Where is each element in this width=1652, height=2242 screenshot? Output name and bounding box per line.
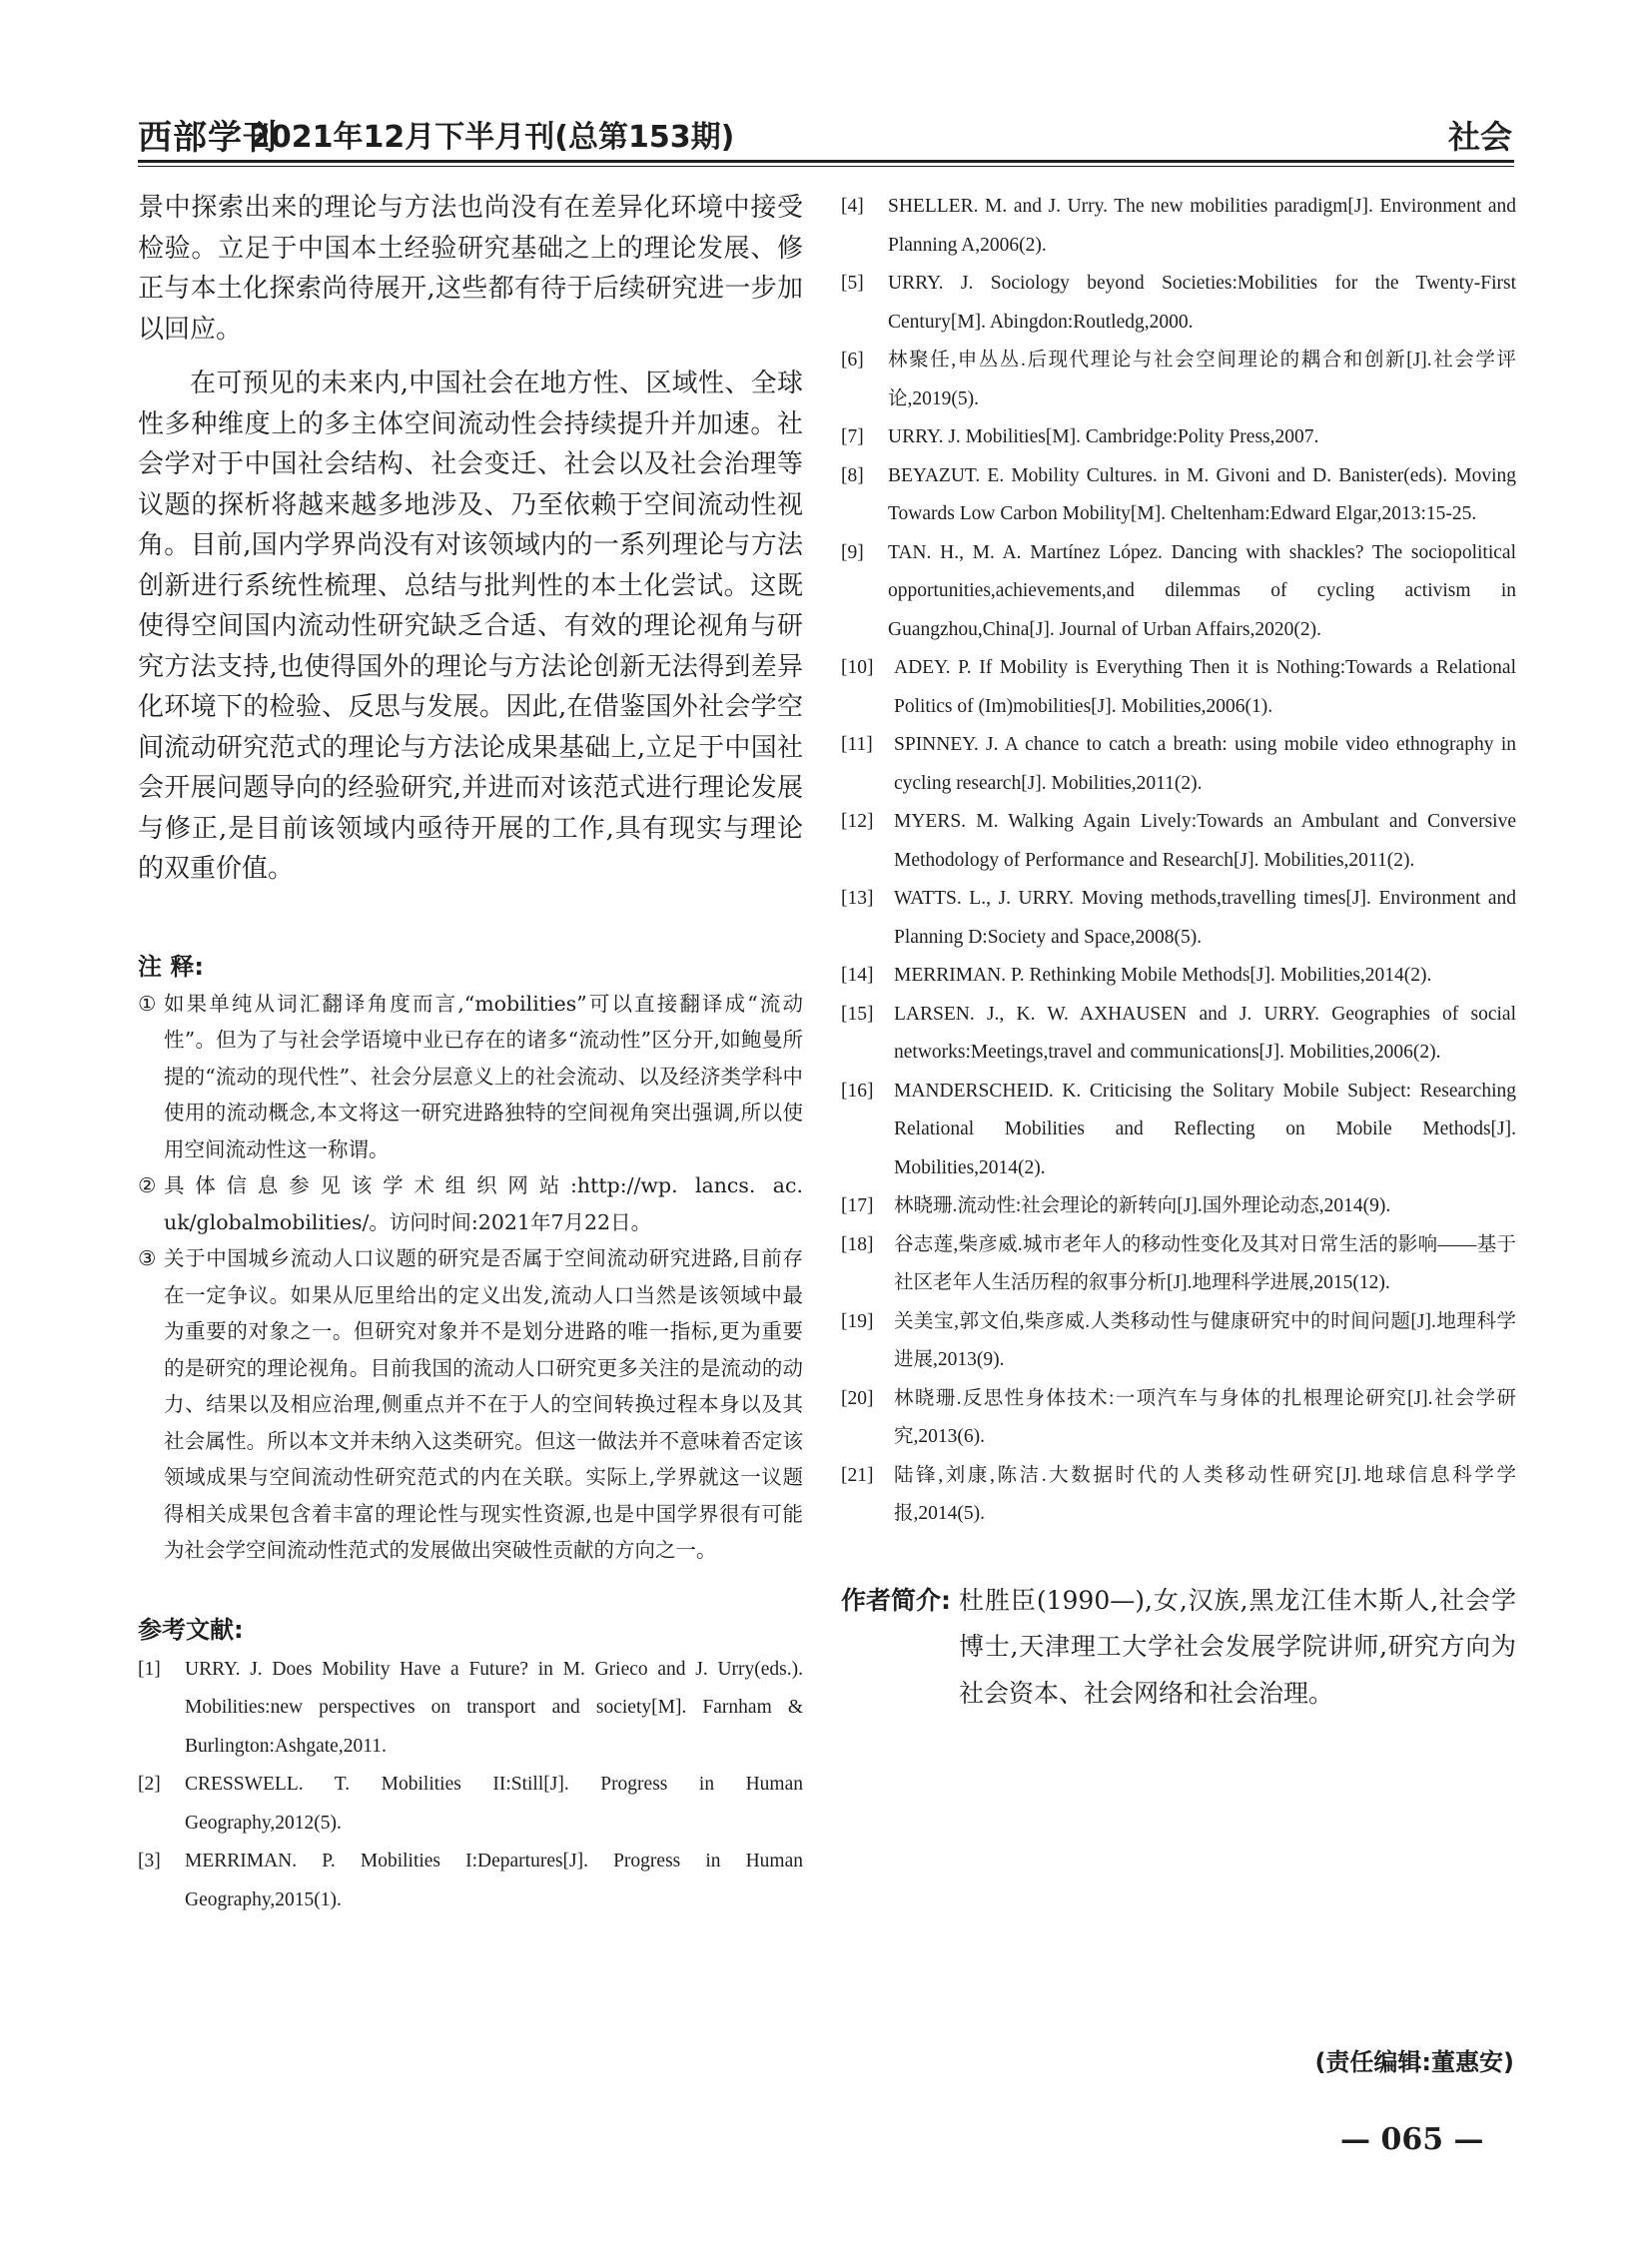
reference-text: URRY. J. Mobilities[M]. Cambridge:Polity Press,2007. (888, 426, 1319, 447)
left-column (138, 188, 803, 1919)
reference-text: MYERS. M. Walking Again Lively:Towards an Ambulant and Conversive Methodology of Performance and Research[J]. Mobilities,2011(2). (894, 811, 1516, 871)
reference-item (841, 803, 1516, 880)
reference-text: 陆锋,刘康,陈洁.大数据时代的人类移动性研究[J].地球信息科学学报,2014(5). (894, 1464, 1516, 1524)
notes-list (138, 986, 803, 1569)
reference-text: LARSEN. J., K. W. AXHAUSEN and J. URRY. Geographies of social networks:Meetings,travel and communications[J]. Mobilities,2006(2). (894, 1003, 1516, 1063)
reference-number: [2] (138, 1774, 161, 1795)
reference-text: 林晓珊.流动性:社会理论的新转向[J].国外理论动态,2014(9). (894, 1195, 1391, 1216)
references-list-right (841, 188, 1516, 1534)
reference-number: [20] (841, 1387, 874, 1409)
reference-number: [21] (841, 1464, 874, 1486)
responsible-editor: (责任编辑:董惠安) (1314, 2048, 1514, 2076)
reference-text: CRESSWELL. T. Mobilities II:Still[J]. Progress in Human Geography,2012(5). (185, 1774, 803, 1834)
reference-item (841, 996, 1516, 1073)
reference-text: SPINNEY. J. A chance to catch a breath: using mobile video ethnography in cycling research[J]. Mobilities,2011(2). (894, 734, 1516, 794)
section-name: 社会 (1447, 118, 1512, 156)
page-number: — 065 — (1340, 2122, 1484, 2157)
note-text: 如果单纯从词汇翻译角度而言,“mobilities”可以直接翻译成“流动性”。但为了与社会学语境中业已存在的诸多“流动性”区分开,如鲍曼所提的“流动的现代性”、社会分层意义上的社会流动、以及经济类学科中使用的流动概念,本文将这一研究进路独特的空间视角突出强调,所以使用空间流动性这一称谓。 (164, 991, 803, 1161)
reference-text: ADEY. P. If Mobility is Everything Then it is Nothing:Towards a Relational Politics of (Im)mobilities[J]. Mobilities,2006(1). (894, 657, 1516, 717)
reference-item (841, 457, 1516, 534)
reference-number: [13] (841, 888, 874, 909)
right-column (841, 188, 1516, 1717)
reference-item (841, 1380, 1516, 1457)
notes-heading: 注 释: (138, 952, 204, 981)
journal-logo: 西部学刊 (138, 118, 278, 158)
reference-number: [9] (841, 541, 864, 563)
reference-number: [14] (841, 965, 874, 986)
reference-number: [11] (841, 734, 873, 755)
reference-item (841, 265, 1516, 342)
reference-item (841, 1457, 1516, 1534)
reference-text: 关美宝,郭文伯,柴彦威.人类移动性与健康研究中的时间问题[J].地理科学进展,2013(9). (894, 1310, 1516, 1370)
note-item (138, 1240, 803, 1569)
reference-text: SHELLER. M. and J. Urry. The new mobilities paradigm[J]. Environment and Planning A,2006(2). (888, 196, 1516, 256)
references-heading: 参考文献: (138, 1615, 244, 1644)
reference-item (841, 726, 1516, 803)
reference-item (841, 1226, 1516, 1303)
reference-item (841, 534, 1516, 650)
reference-text: URRY. J. Sociology beyond Societies:Mobilities for the Twenty-First Century[M]. Abingdon:Routledg,2000. (888, 273, 1516, 333)
reference-item (841, 188, 1516, 265)
reference-text: 林聚任,申丛丛.后现代理论与社会空间理论的耦合和创新[J].社会学评论,2019(5). (888, 350, 1516, 409)
reference-text: 林晓珊.反思性身体技术:一项汽车与身体的扎根理论研究[J].社会学研究,2013(6). (894, 1387, 1516, 1447)
reference-number: [5] (841, 273, 864, 294)
note-mark: ② (138, 1173, 157, 1197)
page-header (138, 108, 1514, 160)
note-item (138, 986, 803, 1168)
reference-text: 谷志莲,柴彦威.城市老年人的移动性变化及其对日常生活的影响——基于社区老年人生活历程的叙事分析[J].地理科学进展,2015(12). (894, 1233, 1516, 1293)
issue-info: 2021年12月下半月刊(总第153期) (250, 120, 735, 155)
reference-number: [12] (841, 811, 874, 832)
reference-item (841, 1073, 1516, 1188)
body-paragraph: 在可预见的未来内,中国社会在地方性、区域性、全球性多种维度上的多主体空间流动性会持续提升并加速。社会学对于中国社会结构、社会变迁、社会以及社会治理等议题的探析将越来越多地涉及、乃至依赖于空间流动性视角。目前,国内学界尚没有对该领域内的一系列理论与方法创新进行系统性梳理、总结与批判性的本土化尝试。这既使得空间国内流动性研究缺乏合适、有效的理论视角与研究方法支持,也使得国外的理论与方法论创新无法得到差异化环境下的检验、反思与发展。因此,在借鉴国外社会学空间流动研究范式的理论与方法论成果基础上,立足于中国社会开展问题导向的经验研究,并进而对该范式进行理论发展与修正,是目前该领域内亟待开展的工作,具有现实与理论的双重价值。 (138, 369, 803, 884)
reference-item (841, 957, 1516, 996)
reference-number: [8] (841, 464, 864, 486)
reference-number: [1] (138, 1658, 161, 1680)
reference-number: [6] (841, 350, 864, 371)
header-rule (138, 160, 1514, 163)
reference-item (841, 1187, 1516, 1226)
reference-text: BEYAZUT. E. Mobility Cultures. in M. Givoni and D. Banister(eds). Moving Towards Low Carbon Mobility[M]. Cheltenham:Edward Elgar,2013:15-25. (888, 464, 1516, 524)
reference-text: URRY. J. Does Mobility Have a Future? in M. Grieco and J. Urry(eds.). Mobilities:new perspectives on transport and society[M]. Farnham & Burlington:Ashgate,2011. (185, 1658, 803, 1757)
reference-item (841, 342, 1516, 418)
reference-item (841, 880, 1516, 957)
note-text: 具体信息参见该学术组织网站:http://wp. lancs. ac. uk/globalmobilities/。访问时间:2021年7月22日。 (164, 1173, 803, 1234)
reference-number: [4] (841, 196, 864, 217)
note-mark: ③ (138, 1246, 157, 1270)
author-label: 作者简介: (841, 1585, 951, 1615)
reference-text: MANDERSCHEID. K. Criticising the Solitary Mobile Subject: Researching Relational Mobilities and Reflecting on Mobile Methods[J]. Mobilities,2014(2). (894, 1080, 1516, 1178)
reference-text: TAN. H., M. A. Martínez López. Dancing with shackles? The sociopolitical opportunities,achievements,and dilemmas of cycling activism in Guangzhou,China[J]. Journal of Urban Affairs,2020(2). (888, 541, 1516, 640)
reference-number: [7] (841, 426, 864, 447)
reference-item (138, 1766, 803, 1843)
note-text: 关于中国城乡流动人口议题的研究是否属于空间流动研究进路,目前存在一定争议。如果从厄里给出的定义出发,流动人口当然是该领域中最为重要的对象之一。但研究对象并不是划分进路的唯一指标,更为重要的是研究的理论视角。目前我国的流动人口研究更多关注的是流动的动力、结果以及相应治理,侧重点并不在于人的空间转换过程本身以及其社会属性。所以本文并未纳入这类研究。但这一做法并不意味着否定该领域成果与空间流动性研究范式的内在关联。实际上,学界就这一议题得相关成果包含着丰富的理论性与现实性资源,也是中国学界很有可能为社会学空间流动性范式的发展做出突破性贡献的方向之一。 (164, 1246, 803, 1562)
note-mark: ① (138, 991, 157, 1016)
reference-number: [17] (841, 1195, 874, 1216)
reference-number: [16] (841, 1080, 874, 1102)
author-text: 杜胜臣(1990—),女,汉族,黑龙江佳木斯人,社会学博士,天津理工大学社会发展学院讲师,研究方向为社会资本、社会网络和社会治理。 (959, 1585, 1516, 1708)
reference-number: [3] (138, 1851, 161, 1871)
note-item (138, 1167, 803, 1240)
header-rule-thin (138, 166, 1514, 167)
reference-number: [19] (841, 1310, 874, 1332)
reference-number: [15] (841, 1003, 874, 1025)
references-list-left (138, 1651, 803, 1920)
reference-number: [10] (841, 657, 874, 678)
reference-number: [18] (841, 1233, 874, 1255)
reference-item (138, 1651, 803, 1767)
reference-text: WATTS. L., J. URRY. Moving methods,travelling times[J]. Environment and Planning D:Society and Space,2008(5). (894, 888, 1516, 948)
reference-item (138, 1843, 803, 1919)
author-bio (841, 1578, 1516, 1718)
body-paragraph: 景中探索出来的理论与方法也尚没有在差异化环境中接受检验。立足于中国本土经验研究基础之上的理论发展、修正与本土化探索尚待展开,这些都有待于后续研究进一步加以回应。 (138, 193, 803, 345)
reference-text: MERRIMAN. P. Mobilities I:Departures[J]. Progress in Human Geography,2015(1). (185, 1851, 803, 1910)
reference-item (841, 649, 1516, 726)
reference-text: MERRIMAN. P. Rethinking Mobile Methods[J]. Mobilities,2014(2). (894, 965, 1432, 986)
reference-item (841, 418, 1516, 457)
reference-item (841, 1303, 1516, 1380)
